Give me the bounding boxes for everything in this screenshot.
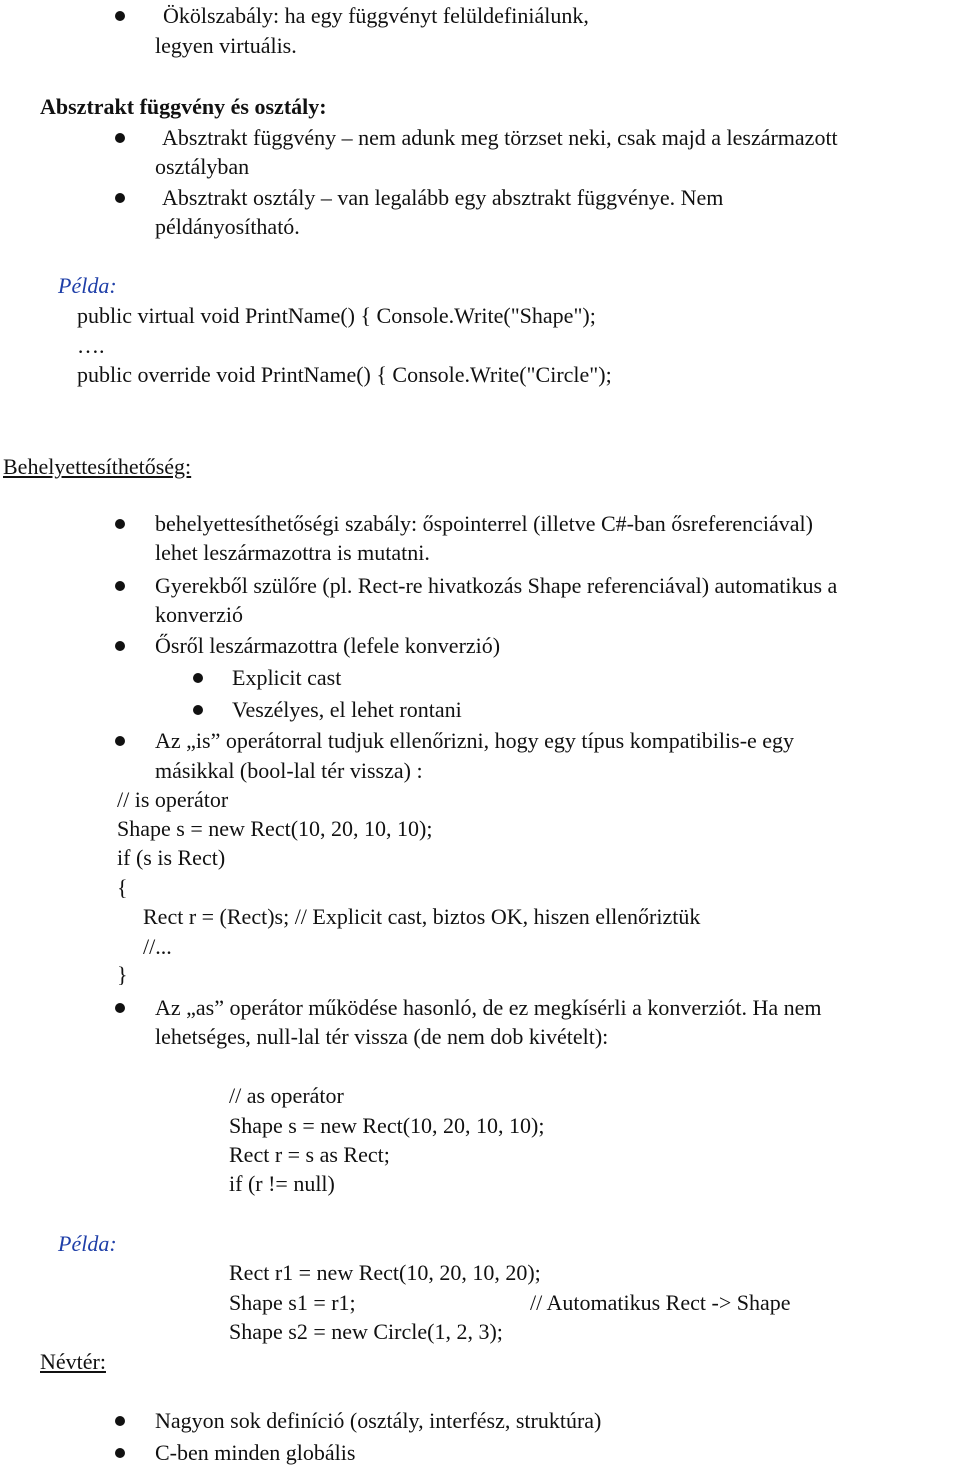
list-item-line: C-ben minden globális [155, 1440, 356, 1465]
bullet-icon [115, 519, 125, 529]
list-item-line: lehetséges, null-lal tér vissza (de nem dob kivételt): [155, 1024, 609, 1049]
section-heading-namespace: Névtér: [40, 1349, 106, 1374]
list-item-line: Gyerekből szülőre (pl. Rect-re hivatkozás Shape referenciával) automatikus a [155, 573, 838, 598]
bullet-icon [115, 133, 125, 143]
code-line: Shape s = new Rect(10, 20, 10, 10); [229, 1113, 545, 1138]
section-heading-substitutability: Behelyettesíthetőség: [3, 454, 192, 479]
code-line: public virtual void PrintName() { Console.Write("Shape"); [77, 303, 596, 328]
list-item-line: Absztrakt osztály – van legalább egy absztrakt függvénye. Nem [162, 185, 724, 210]
sub-bullet-icon [193, 705, 203, 715]
list-item-line: Az „as” operátor működése hasonló, de ez megkísérli a konverziót. Ha nem [155, 995, 822, 1020]
sub-list-item: Veszélyes, el lehet rontani [232, 697, 462, 722]
bullet-icon [115, 11, 125, 21]
list-item-line: lehet leszármazottra is mutatni. [155, 540, 430, 565]
list-item-line: behelyettesíthetőségi szabály: őspointerrel (illetve C#-ban ősreferenciával) [155, 511, 813, 536]
code-line: Shape s1 = r1; [229, 1290, 356, 1315]
example-label: Példa: [58, 1231, 117, 1256]
code-line: if (r != null) [229, 1171, 335, 1196]
bullet-icon [115, 1003, 125, 1013]
code-line: } [117, 962, 128, 987]
bullet-icon [115, 581, 125, 591]
list-item-line: Az „is” operátorral tudjuk ellenőrizni, hogy egy típus kompatibilis-e egy [155, 728, 795, 753]
code-line: if (s is Rect) [117, 845, 226, 870]
list-item-line: osztályban [155, 154, 250, 179]
list-item-line: konverzió [155, 602, 243, 627]
list-item-line: Absztrakt függvény – nem adunk meg törzset neki, csak majd a leszármazott [162, 125, 838, 150]
code-line: public override void PrintName() { Console.Write("Circle"); [77, 362, 612, 387]
list-item-line: legyen virtuális. [155, 33, 297, 58]
code-line: Shape s = new Rect(10, 20, 10, 10); [117, 816, 433, 841]
list-item-line: másikkal (bool-lal tér vissza) : [155, 758, 423, 783]
example-label: Példa: [58, 273, 117, 298]
sub-bullet-icon [193, 673, 203, 683]
list-item-line: Ökölszabály: ha egy függvényt felüldefiniálunk, [163, 3, 589, 28]
code-line: Rect r = (Rect)s; // Explicit cast, biztos OK, hiszen ellenőriztük [143, 904, 701, 929]
bullet-icon [115, 1416, 125, 1426]
bullet-icon [115, 736, 125, 746]
code-line: // as operátor [229, 1083, 344, 1108]
sub-list-item: Explicit cast [232, 665, 342, 690]
list-item-line: Nagyon sok definíció (osztály, interfész, struktúra) [155, 1408, 602, 1433]
list-item-line: Ősről leszármazottra (lefele konverzió) [155, 633, 501, 658]
code-line: //... [143, 934, 172, 959]
bullet-icon [115, 641, 125, 651]
code-line: Rect r1 = new Rect(10, 20, 10, 20); [229, 1260, 541, 1285]
code-line: Shape s2 = new Circle(1, 2, 3); [229, 1319, 503, 1344]
bullet-icon [115, 1448, 125, 1458]
code-line: // is operátor [117, 787, 229, 812]
bullet-icon [115, 193, 125, 203]
code-line: { [117, 875, 128, 900]
code-line: Rect r = s as Rect; [229, 1142, 390, 1167]
code-comment: // Automatikus Rect -> Shape [530, 1290, 791, 1315]
section-heading-abstract: Absztrakt függvény és osztály: [40, 94, 327, 119]
list-item-line: példányosítható. [155, 214, 300, 239]
code-line: …. [77, 333, 105, 358]
